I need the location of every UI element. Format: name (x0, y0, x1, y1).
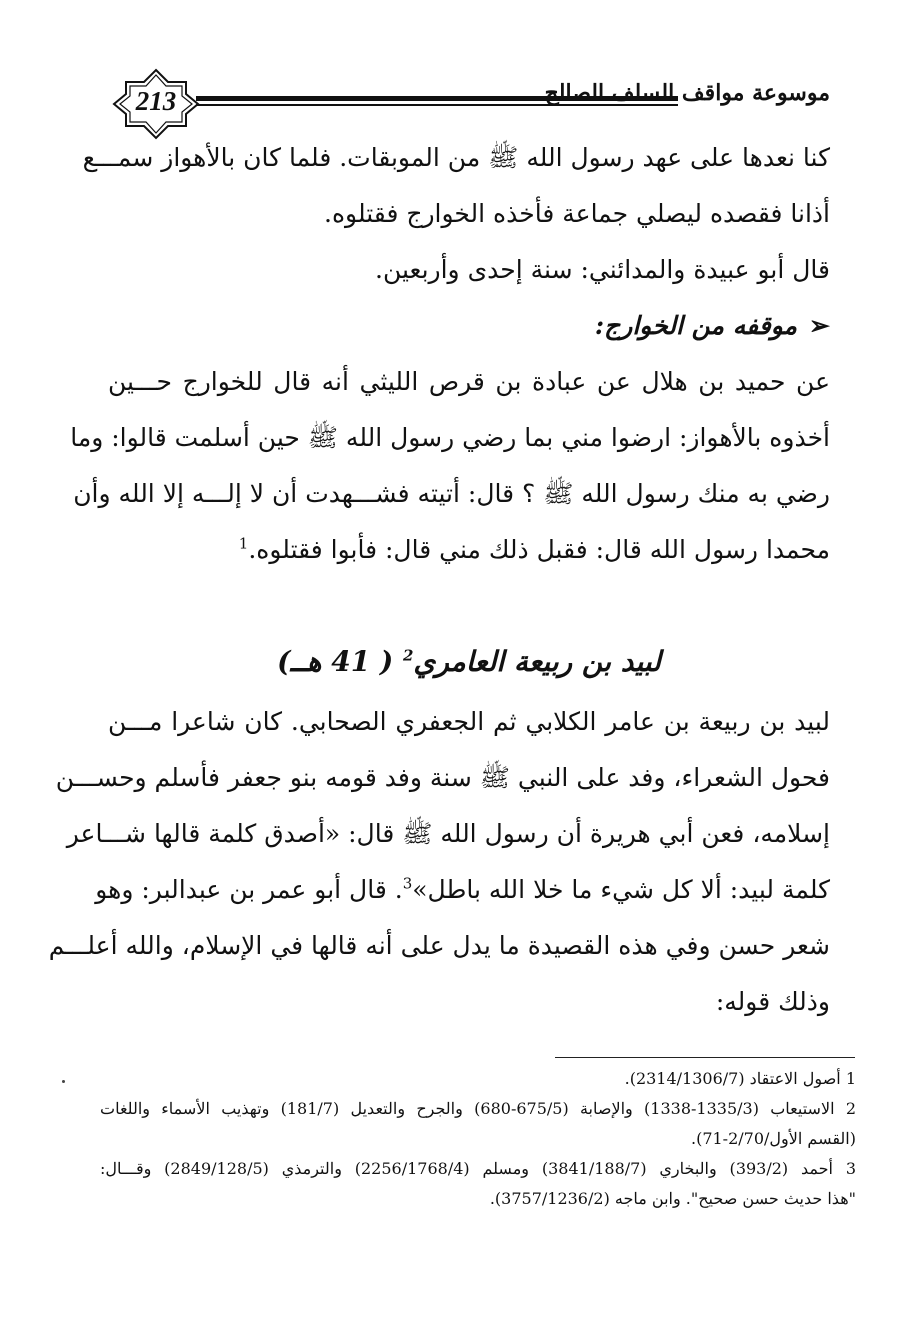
text-line: إسلامه، فعن أبي هريرة أن رسول الله ﷺ قال: «أصدق كلمة قالها شـــاعر (66, 819, 830, 848)
text-line (95, 862, 830, 918)
subheading-text: موقفه من الخوارج: (594, 311, 798, 340)
arrow-bullet-icon: ➢ (809, 311, 830, 340)
text-line (108, 522, 830, 578)
page-number: 213 (135, 86, 177, 116)
main-text (48, 130, 830, 1030)
footnote-ref: 1 (238, 534, 249, 553)
text-span: محمدا رسول الله قال: فقبل ذلك مني قال: فأبوا فقتلوه. (248, 535, 830, 564)
text-line: فحول الشعراء، وفد على النبي ﷺ سنة وفد قومه بنو جعفر فأسلم وحســـن (55, 763, 830, 792)
text-line: قال أبو عبيدة والمدائني: سنة إحدى وأربعين. (375, 255, 830, 284)
footnote-ref: 2 (402, 646, 414, 665)
text-line: أذانا فقصده ليصلي جماعة فأخذه الخوارج فقتلوه. (324, 199, 830, 228)
text-line: عن حميد بن هلال عن عبادة بن قرص الليثي أنه قال للخوارج حـــين (108, 367, 830, 396)
subheading (108, 298, 830, 354)
footnote-separator (555, 1057, 855, 1058)
text-span: كلمة لبيد: ألا كل شيء ما خلا الله باطل» (412, 875, 830, 904)
footnote-line: "هذا حديث حسن صحيح". وابن ماجه (3757/1236/2). (489, 1189, 856, 1208)
book-title: موسوعة مواقف السلف الصالح (544, 80, 830, 106)
text-line: كنا نعدها على عهد رسول الله ﷺ من الموبقات. فلما كان بالأهواز سمـــع (82, 143, 830, 172)
footnote-ref: 3 (402, 874, 413, 893)
footnote-line: 2 الاستيعاب (1335/3-1338) والإصابة (675/5-680) والجرح والتعديل (181/7) وتهذيب الأسماء واللغات (100, 1099, 857, 1118)
footnote-line: (القسم الأول/2/70-71). (690, 1129, 856, 1148)
section-title-date: ( 41 هــ) (277, 645, 394, 678)
section-title (108, 630, 830, 694)
text-line: رضي به منك رسول الله ﷺ ؟ قال: أتيته فشـــهدت أن لا إلـــه إلا الله وأن (73, 479, 830, 508)
text-span: . قال أبو عمر بن عبدالبر: وهو (95, 875, 403, 904)
text-line: شعر حسن وفي هذه القصيدة ما يدل على أنه قالها في الإسلام، والله أعلـــم (48, 931, 830, 960)
text-line: أخذوه بالأهواز: ارضوا مني بما رضي رسول الله ﷺ حين أسلمت قالوا: وما (70, 423, 830, 452)
scan-speck (62, 1080, 65, 1083)
footnote-line: 1 أصول الاعتقاد (2314/1306/7). (624, 1069, 856, 1088)
footnote-line: 3 أحمد (393/2) والبخاري (3841/188/7) ومسلم (2256/1768/4) والترمذي (2849/128/5) وقـــال: (100, 1159, 857, 1178)
footnotes (100, 1064, 856, 1214)
text-line: لبيد بن ربيعة بن عامر الكلابي ثم الجعفري الصحابي. كان شاعرا مـــن (108, 707, 830, 736)
section-title-name: لبيد بن ربيعة العامري (413, 645, 661, 678)
text-line: وذلك قوله: (715, 987, 830, 1016)
page-header (108, 64, 830, 140)
